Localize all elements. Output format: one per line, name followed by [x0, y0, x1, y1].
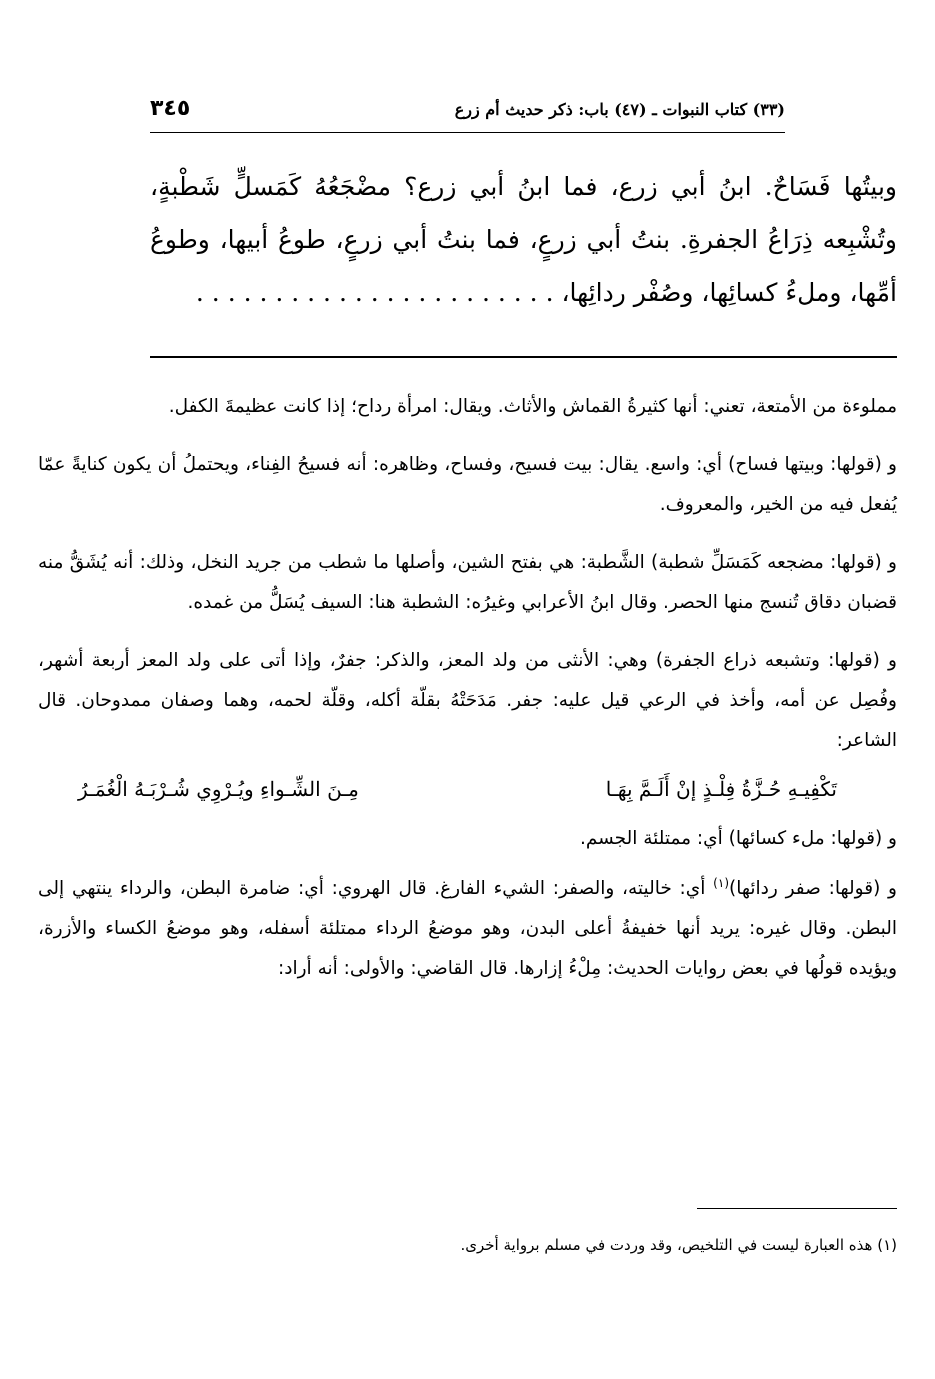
commentary-paragraph-2: و (قولها: وبيتها فساح) أي: واسع. يقال: بيت فسيح، وفساح، وظاهره: أنه فسيحُ الفِناء، ويحتملُ أن يكون كنايةً عمّا يُفعل فيه من الخير، والمعروف. — [38, 454, 897, 515]
poetry-verse — [78, 769, 837, 809]
footnote: (١) هذه العبارة ليست في التلخيص، وقد وردت في مسلم برواية أخرى. — [460, 1236, 897, 1254]
footnote-reference[interactable]: (١) — [713, 876, 729, 890]
footnote-divider — [697, 1208, 897, 1209]
commentary-paragraph-5: و (قولها: ملء كسائها) أي: ممتلئة الجسم. — [579, 828, 897, 849]
paragraph-6-rest: أي: خاليته، والصفر: الشيء الفارغ. قال الهروي: أي: ضامرة البطن، والرداء ينتهي إلى البطن. وقال غيره: يريد أنها خفيفةُ أعلى البدن، وهو موضعُ الرداء ممتلئة أسفله، وهو موضعُ الكساء والأزرة، ويؤيده قولُها في بعض روايات الحديث: مِلْءُ إزارها. قال القاضي: والأولى: أنه أراد: — [38, 878, 897, 980]
commentary-paragraph-6 — [38, 863, 897, 989]
verse-second-hemistich: مِـنَ الشِّـواءِ ويُـرْوِي شُـرْبَـهُ الْغُمَـرُ — [78, 777, 359, 801]
paragraph-6-start: و (قولها: صفر ردائها) — [729, 878, 897, 900]
commentary-paragraph-4: و (قولها: وتشبعه ذراع الجفرة) وهي: الأنثى من ولد المعز، والذكر: جفرٌ، وإذا أتى على ولد المعز أربعة أشهر، وفُصِل عن أمه، وأخذ في الرعي قيل عليه: جفر. مَدَحَتْهُ بقلّة أكله، وقلّة لحمه، وهما وصفان ممدوحان. قال الشاعر: — [38, 650, 897, 751]
verse-first-hemistich: تَكْفِيـهِ حُـزَّةُ فِلْـذٍ إنْ أَلَـمَّ بِهَـا — [605, 777, 837, 801]
page-number: ٣٤٥ — [150, 96, 191, 121]
commentary-paragraph-1: مملوءة من الأمتعة، تعني: أنها كثيرةُ القماش والأثاث. ويقال: امرأة رداح؛ إذا كانت عظيمةَ الكفل. — [168, 396, 897, 417]
commentary — [38, 387, 897, 1007]
commentary-paragraph-3: و (قولها: مضجعه كَمَسَلِّ شطبة) الشَّطبة: هي بفتح الشين، وأصلها ما شطب من جريد النخل، وذلك: أنه يُشَقُّ منه قضبان دقاق تُنسج منها الحصر. وقال ابنُ الأعرابي وغيرُه: الشطبة هنا: السيف يُسَلُّ من غمده. — [38, 552, 897, 613]
running-title: (٣٣) كتاب النبوات ـ (٤٧) باب: ذكر حديث أم زرع — [454, 100, 785, 119]
hadith-text: وبيتُها فَسَاحٌ. ابنُ أبي زرع، فما ابنُ أبي زرع؟ مضْجَعُهُ كَمَسلٍّ شَطْبةٍ، وتُشْبِعه ذِرَاعُ الجفرةِ. بنتُ أبي زرعٍ، فما بنتُ أبي زرعٍ، طوعُ أبيها، وطوعُ أمِّها، وملءُ كسائِها، وصُفْر ردائِها، . . . . . . . . . . . . . . . . . . . . . . . — [150, 172, 897, 307]
page-header — [150, 96, 785, 133]
section-divider — [150, 356, 897, 358]
